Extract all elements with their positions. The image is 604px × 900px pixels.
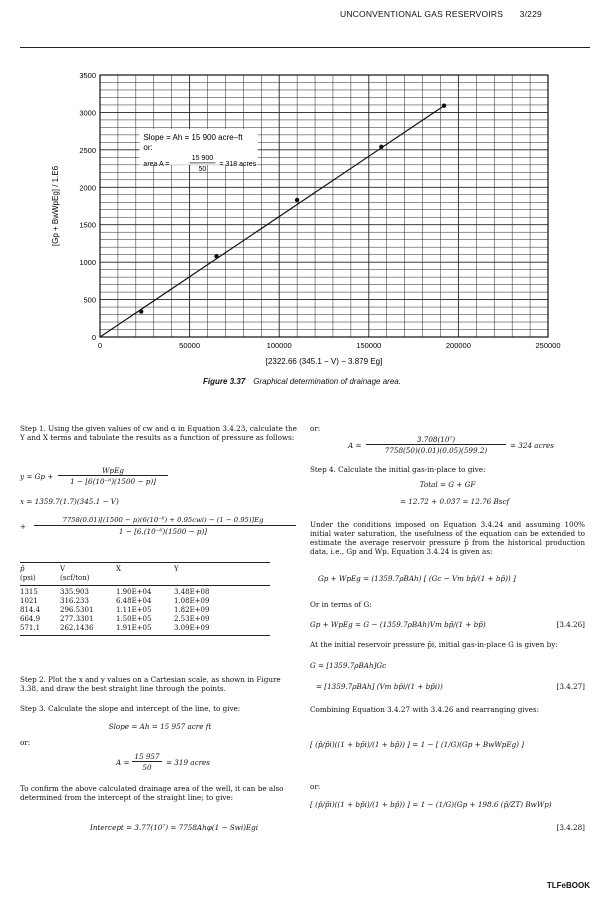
annotation-result: = 318 acres — [219, 160, 257, 168]
eq-3427-number: [3.4.27] — [556, 682, 585, 691]
table-cell: 277.3301 — [60, 615, 94, 623]
table-mid-rule — [20, 585, 270, 586]
y-tick-label: 3500 — [79, 71, 96, 80]
eq-3427-body: = [1359.7ρBAh] (Vm bp̄i/(1 + bp̄i)) — [316, 682, 443, 691]
a-fraction-bar — [366, 444, 506, 445]
header-rule — [20, 47, 590, 48]
intercept-equation: Intercept = 3.77(10⁷) = 7758Ahφ(1 − Swi)Egi — [90, 823, 259, 832]
running-header — [340, 9, 590, 19]
table-unit: (scf/ton) — [60, 574, 90, 582]
total-result: = 12.72 + 0.037 = 12.76 Bscf — [400, 497, 510, 506]
combined-equation: [ (p̄/p̄i)((1 + bp̄i)/(1 + bp̄)) ] = 1 − [ (1/G)(Gp + BwWpEg) ] — [310, 740, 525, 749]
equation-3428: [ (p̄/p̄i)((1 + bp̄i)/(1 + bp̄)) ] = 1 − (1/G)(Gp + 198.6 (p̄/ZT) BwWp) — [310, 800, 552, 809]
table-cell: 3.09E+09 — [174, 624, 210, 632]
y-tick-label: 1000 — [79, 258, 96, 268]
x-tick-label: 100000 — [266, 341, 292, 350]
x-axis-label: [2322.66 (345.1 − V) − 3.879 Eg] — [265, 357, 383, 366]
x-equation: x = 1359.7(1.7)(345.1 − V) — [20, 497, 119, 506]
equation-3427 — [310, 682, 585, 691]
x-tick-label: 250000 — [535, 341, 561, 350]
table-rows — [20, 588, 232, 633]
table-cell: 571.1 — [20, 624, 41, 632]
table-cell: 3.48E+08 — [174, 588, 210, 596]
step3-text: Step 3. Calculate the slope and intercept of the line, to give: — [20, 704, 241, 713]
plus-sign: + — [20, 522, 27, 531]
section-title: UNCONVENTIONAL GAS RESERVOIRS — [340, 9, 504, 19]
results-table-body — [20, 565, 232, 583]
page-number: 3/229 — [519, 9, 542, 19]
initial-pressure-paragraph: At the initial reservoir pressure p̄i, initial gas-in-place G is given by: — [310, 640, 558, 649]
table-cell: 1.91E+05 — [116, 624, 152, 632]
table-row — [20, 624, 232, 633]
annotation-slope: Slope = Ah = 15 900 acre–ft — [143, 132, 243, 142]
x-tick-label: 150000 — [356, 341, 382, 350]
y-tick-label: 500 — [83, 295, 96, 305]
table-cell: 262.1436 — [60, 624, 94, 632]
eq-3426-number: [3.4.26] — [556, 620, 585, 629]
table-cell: 6.48E+04 — [116, 597, 152, 605]
plot-frame — [100, 75, 548, 337]
drainage-area-chart — [40, 65, 580, 370]
data-point — [214, 254, 218, 258]
right-or: or: — [310, 424, 321, 433]
conditions-paragraph: Under the conditions imposed on Equation 3.4.24 and assuming 100% initial water saturation, the usefulness of the equation can be extended to estimate the average reservoir pressure p̄ from the historical production data, i.e., Gp and Wp. Equation 3.4.24 is given as: — [310, 520, 585, 556]
area-fraction-bar — [132, 761, 162, 762]
step4-text: Step 4. Calculate the initial gas-in-place to give: — [310, 465, 486, 474]
annotation-denominator: 50 — [198, 165, 207, 173]
table-cell: 1021 — [20, 597, 38, 605]
y-numerator: WpEg — [102, 466, 124, 475]
annotation-area-prefix: area A = — [143, 160, 170, 168]
slope-equation: Slope = Ah = 15 957 acre ft — [108, 722, 212, 731]
area-lhs: A = — [116, 758, 130, 767]
area-denominator: 50 — [142, 763, 152, 772]
data-point — [139, 309, 143, 313]
figure-title: Graphical determination of drainage area. — [253, 377, 401, 386]
annotation-numerator: 15 900 — [191, 154, 214, 162]
x-tick-label: 50000 — [179, 341, 201, 350]
table-header: X — [116, 565, 121, 573]
table-cell: 1.11E+05 — [116, 606, 152, 614]
y-fraction-bar — [58, 475, 168, 476]
step2-text: Step 2. Plot the x and y values on a Cartesian scale, as shown in Figure 3.38, and draw the best straight line through the points. — [20, 675, 281, 693]
table-top-rule — [20, 562, 270, 563]
y-tick-label: 1500 — [79, 220, 96, 230]
plus-denominator: 1 − [6.(10⁻⁶)(1500 − p)] — [118, 527, 208, 536]
equation-3424: Gp + WpEg = (1359.7ρBAh) [ (Gc − Vm bp̄/(1 + bp̄)) ] — [318, 574, 516, 583]
figure-caption — [0, 377, 604, 386]
equation-3426 — [310, 620, 585, 629]
table-header: V — [60, 565, 66, 573]
table-cell: 1315 — [20, 588, 38, 596]
a-result: = 324 acres — [510, 441, 554, 450]
table-cell: 296.5301 — [60, 606, 94, 614]
table-units-row — [20, 574, 232, 583]
plus-numerator: 7758(0.01)[(1500 − p)(6(10⁻⁶) + 0.95cwi) − (1 − 0.95)]Eg — [62, 516, 264, 524]
y-axis-label: [Gp + BwWpEg] / 1.E6 — [51, 165, 60, 247]
table-cell: 664.9 — [20, 615, 41, 623]
y-tick-label: 2000 — [79, 183, 96, 193]
table-unit — [116, 574, 174, 583]
table-unit — [174, 574, 232, 583]
table-unit: (psi) — [20, 574, 36, 582]
table-bottom-rule — [20, 635, 270, 636]
eq-3428-number: [3.4.28] — [556, 823, 585, 832]
area-numerator: 15 957 — [134, 752, 160, 761]
figure-label: Figure 3.37 — [203, 377, 246, 386]
plus-fraction-bar — [34, 525, 296, 526]
data-point — [442, 103, 446, 107]
results-table — [20, 562, 270, 636]
table-header: Y — [174, 565, 179, 573]
y-denominator: 1 − [6(10⁻⁶)(1500 − p)] — [70, 477, 156, 486]
table-header: p̄ — [20, 565, 25, 573]
or-text: or: — [20, 738, 31, 747]
table-cell: 1.08E+09 — [174, 597, 210, 605]
area-result: = 319 acres — [166, 758, 210, 767]
annotation-or: or: — [143, 142, 153, 152]
table-cell: 1.50E+05 — [116, 615, 152, 623]
or-in-terms-text: Or in terms of G: — [310, 600, 372, 609]
table-cell: 335.903 — [60, 588, 89, 596]
eq-3426-body: Gp + WpEg = G − (1359.7ρBAh)Vm bp̄/(1 + bp̄) — [310, 620, 486, 629]
total-equation: Total = G + GF — [419, 480, 476, 489]
g-equation: G = [1359.7ρBAh]Gc — [310, 661, 387, 670]
footer-mark: TLFeBOOK — [546, 881, 590, 890]
table-cell: 316.233 — [60, 597, 89, 605]
x-tick-label: 0 — [97, 341, 103, 350]
table-cell: 814.4 — [20, 606, 41, 614]
table-cell: 2.53E+09 — [174, 615, 210, 623]
table-row — [20, 615, 232, 624]
y-tick-label: 2500 — [79, 145, 96, 155]
y-tick-label: 0 — [91, 333, 96, 342]
table-cell: 1.82E+09 — [174, 606, 210, 614]
combining-paragraph: Combining Equation 3.4.27 with 3.4.26 and rearranging gives: — [310, 705, 540, 714]
x-tick-label: 200000 — [445, 341, 471, 350]
right-or-2: or: — [310, 782, 321, 791]
y-tick-label: 3000 — [79, 108, 96, 118]
a-numerator: 3.708(10⁷) — [416, 435, 456, 444]
table-cell: 1.90E+04 — [116, 588, 152, 596]
a-denominator: 7758(50)(0.01)(0.05)(599.2) — [384, 446, 488, 455]
table-row — [20, 597, 232, 606]
y-lhs: y = Gp + — [20, 472, 54, 481]
table-row — [20, 588, 232, 597]
table-row — [20, 606, 232, 615]
data-point — [379, 145, 383, 149]
a-lhs: A = — [348, 441, 362, 450]
data-point — [295, 198, 299, 202]
table-header-row — [20, 565, 232, 574]
confirm-text: To confirm the above calculated drainage area of the well, it can be also determined from the intercept of the straight line; to give: — [20, 784, 284, 802]
step1-text: Step 1. Using the given values of cw and α in Equation 3.4.23, calculate the Y and X terms and tabulate the results as a function of pressure as follows: — [20, 424, 297, 442]
